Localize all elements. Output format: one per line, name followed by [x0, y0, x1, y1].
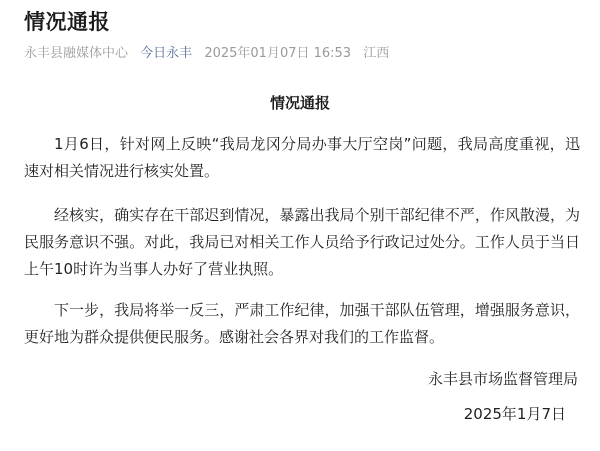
publish-location: 江西	[363, 46, 390, 61]
article-source: 永丰县融媒体中心	[24, 46, 129, 61]
signature-block	[428, 368, 578, 425]
account-name-link[interactable]: 今日永丰	[140, 46, 193, 61]
body-paragraph: 下一步，我局将举一反三，严肃工作纪律，加强干部队伍管理，增强服务意识，更好地为群众提供便民服务。感谢社会各界对我们的工作监督。	[24, 301, 580, 346]
body-paragraph: 1月6日，针对网上反映“我局龙冈分局办事大厅空岗”问题，我局高度重视，迅速对相关情况进行核实处置。	[24, 135, 580, 180]
publish-time: 2025年01月07日 16:53	[204, 46, 352, 61]
document-heading: 情况通报	[269, 94, 330, 112]
article-meta	[24, 45, 397, 63]
body-paragraph: 经核实，确实存在干部迟到情况，暴露出我局个别干部纪律不严，作风散漫，为民服务意识不强。对此，我局已对相关工作人员给予行政记过处分。工作人员于当日上午10时许为当事人办好了营业执照。	[24, 206, 580, 278]
signature-organization: 永丰县市场监督管理局	[427, 370, 578, 388]
article-title: 情况通报	[24, 10, 110, 34]
signature-date: 2025年1月7日	[463, 405, 566, 423]
